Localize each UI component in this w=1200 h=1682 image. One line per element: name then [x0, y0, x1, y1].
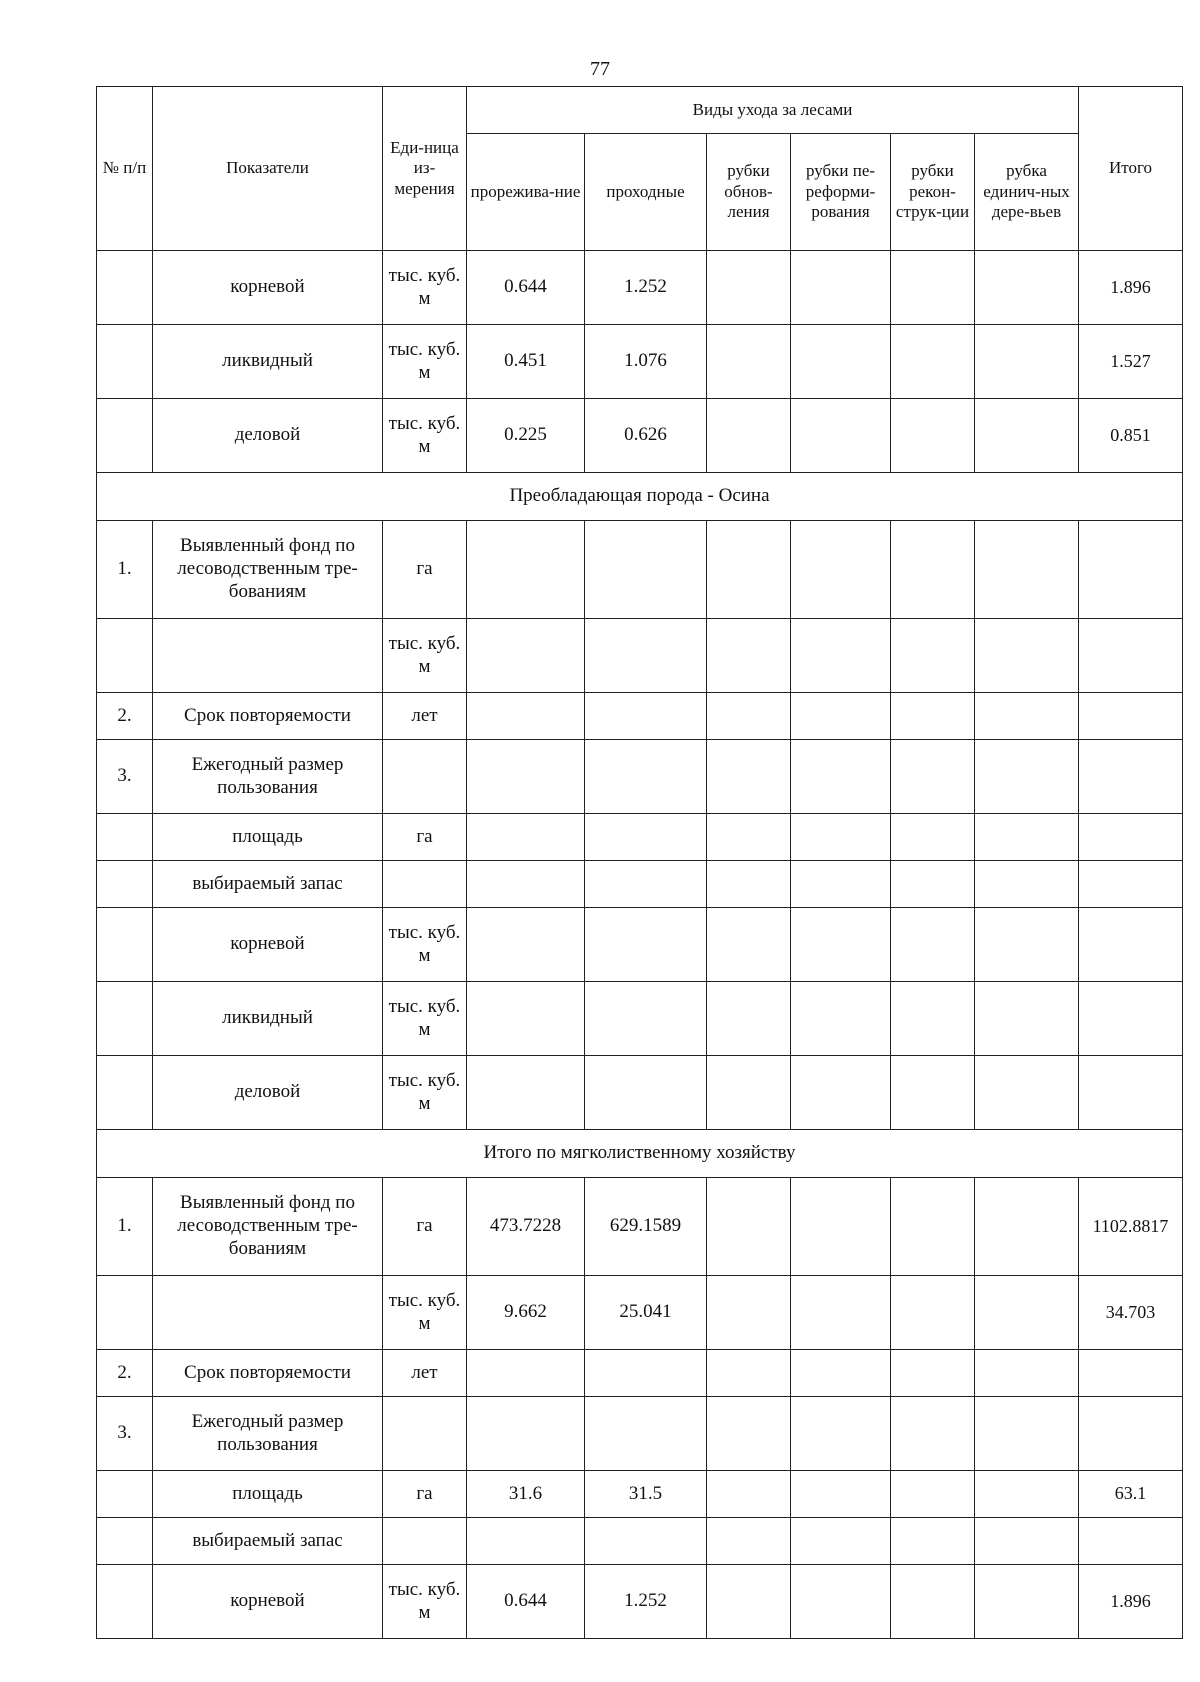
value-cell — [975, 1471, 1079, 1518]
unit-cell: га — [383, 1471, 467, 1518]
value-cell — [975, 1178, 1079, 1276]
table-row — [97, 521, 1183, 619]
header-indicator: Показатели — [153, 87, 383, 251]
table-row — [97, 1397, 1183, 1471]
row-number-cell: 2. — [97, 693, 153, 740]
unit-cell: лет — [383, 693, 467, 740]
unit-cell — [383, 1397, 467, 1471]
indicator-cell: корневой — [153, 908, 383, 982]
total-cell — [1079, 1350, 1183, 1397]
value-cell — [891, 861, 975, 908]
value-cell — [891, 251, 975, 325]
indicator-cell: Ежегодный размер пользования — [153, 740, 383, 814]
indicator-cell: Срок повторяемости — [153, 1350, 383, 1397]
header-reconstruction: рубки рекон-струк-ции — [891, 134, 975, 251]
value-cell — [791, 521, 891, 619]
unit-cell — [383, 1518, 467, 1565]
value-cell — [791, 1518, 891, 1565]
value-cell — [585, 1350, 707, 1397]
table-row — [97, 1178, 1183, 1276]
total-cell — [1079, 740, 1183, 814]
value-cell: 473.7228 — [467, 1178, 585, 1276]
row-number-cell — [97, 1056, 153, 1130]
value-cell — [707, 1471, 791, 1518]
value-cell — [707, 1350, 791, 1397]
indicator-cell: корневой — [153, 1565, 383, 1639]
row-number-cell — [97, 1276, 153, 1350]
header-single-trees: рубка единич-ных дере-вьев — [975, 134, 1079, 251]
row-number-cell: 3. — [97, 740, 153, 814]
row-number-cell — [97, 619, 153, 693]
total-cell — [1079, 814, 1183, 861]
value-cell — [791, 1178, 891, 1276]
table-row — [97, 908, 1183, 982]
value-cell: 1.076 — [585, 325, 707, 399]
value-cell — [975, 1276, 1079, 1350]
table-row — [97, 1518, 1183, 1565]
value-cell: 1.252 — [585, 251, 707, 325]
value-cell — [791, 982, 891, 1056]
page-number: 77 — [590, 58, 610, 80]
table-row — [97, 740, 1183, 814]
value-cell — [585, 1397, 707, 1471]
indicator-cell: деловой — [153, 1056, 383, 1130]
value-cell — [791, 1397, 891, 1471]
total-cell: 1.896 — [1079, 251, 1183, 325]
value-cell — [707, 740, 791, 814]
row-number-cell — [97, 1565, 153, 1639]
value-cell — [891, 619, 975, 693]
unit-cell: тыс. куб. м — [383, 1056, 467, 1130]
value-cell — [707, 1178, 791, 1276]
value-cell: 0.644 — [467, 251, 585, 325]
value-cell — [791, 861, 891, 908]
value-cell: 0.626 — [585, 399, 707, 473]
total-cell: 63.1 — [1079, 1471, 1183, 1518]
value-cell — [707, 814, 791, 861]
value-cell — [891, 1397, 975, 1471]
row-number-cell — [97, 325, 153, 399]
table-body — [97, 251, 1183, 1639]
row-number-cell — [97, 908, 153, 982]
value-cell — [975, 1350, 1079, 1397]
table-row — [97, 814, 1183, 861]
value-cell — [975, 908, 1079, 982]
value-cell — [891, 693, 975, 740]
value-cell — [975, 740, 1079, 814]
indicator-cell: выбираемый запас — [153, 1518, 383, 1565]
total-cell: 34.703 — [1079, 1276, 1183, 1350]
value-cell — [707, 521, 791, 619]
indicator-cell — [153, 1276, 383, 1350]
value-cell — [585, 740, 707, 814]
total-cell — [1079, 1397, 1183, 1471]
header-care-types-group: Виды ухода за лесами — [467, 87, 1079, 134]
indicator-cell: площадь — [153, 1471, 383, 1518]
row-number-cell: 1. — [97, 521, 153, 619]
value-cell — [891, 814, 975, 861]
value-cell — [467, 1056, 585, 1130]
value-cell: 25.041 — [585, 1276, 707, 1350]
value-cell — [707, 619, 791, 693]
value-cell — [891, 1178, 975, 1276]
value-cell — [975, 1518, 1079, 1565]
indicator-cell: Срок повторяемости — [153, 693, 383, 740]
value-cell — [791, 325, 891, 399]
value-cell — [975, 1565, 1079, 1639]
row-number-cell: 1. — [97, 1178, 153, 1276]
value-cell: 31.6 — [467, 1471, 585, 1518]
header-renewal: рубки обнов-ления — [707, 134, 791, 251]
value-cell — [585, 1518, 707, 1565]
value-cell — [791, 1056, 891, 1130]
value-cell — [791, 693, 891, 740]
value-cell — [707, 251, 791, 325]
table-row — [97, 251, 1183, 325]
total-cell: 0.851 — [1079, 399, 1183, 473]
value-cell — [707, 982, 791, 1056]
table-row — [97, 1471, 1183, 1518]
section-title: Итого по мягколиственному хозяйству — [97, 1130, 1183, 1178]
value-cell — [891, 1565, 975, 1639]
indicator-cell: выбираемый запас — [153, 861, 383, 908]
value-cell — [975, 325, 1079, 399]
indicator-cell: площадь — [153, 814, 383, 861]
value-cell — [891, 1276, 975, 1350]
value-cell — [707, 1397, 791, 1471]
section-header-row — [97, 473, 1183, 521]
value-cell — [975, 693, 1079, 740]
indicator-cell: Ежегодный размер пользования — [153, 1397, 383, 1471]
value-cell: 31.5 — [585, 1471, 707, 1518]
value-cell — [585, 521, 707, 619]
unit-cell: тыс. куб. м — [383, 1565, 467, 1639]
unit-cell: тыс. куб. м — [383, 399, 467, 473]
header-passing: проходные — [585, 134, 707, 251]
row-number-cell — [97, 1471, 153, 1518]
value-cell — [891, 325, 975, 399]
total-cell — [1079, 1518, 1183, 1565]
unit-cell: га — [383, 521, 467, 619]
indicator-cell: деловой — [153, 399, 383, 473]
row-number-cell — [97, 1518, 153, 1565]
value-cell — [585, 814, 707, 861]
value-cell — [975, 982, 1079, 1056]
value-cell — [707, 861, 791, 908]
total-cell — [1079, 693, 1183, 740]
value-cell — [467, 982, 585, 1056]
value-cell — [467, 619, 585, 693]
row-number-cell — [97, 251, 153, 325]
value-cell: 0.225 — [467, 399, 585, 473]
value-cell — [891, 908, 975, 982]
total-cell — [1079, 1056, 1183, 1130]
row-number-cell: 3. — [97, 1397, 153, 1471]
value-cell — [975, 1397, 1079, 1471]
value-cell — [891, 1518, 975, 1565]
value-cell — [707, 1518, 791, 1565]
row-number-cell — [97, 982, 153, 1056]
section-title: Преобладающая порода - Осина — [97, 473, 1183, 521]
value-cell — [467, 521, 585, 619]
value-cell — [585, 908, 707, 982]
total-cell: 1.527 — [1079, 325, 1183, 399]
value-cell — [467, 814, 585, 861]
table-row — [97, 399, 1183, 473]
value-cell: 9.662 — [467, 1276, 585, 1350]
value-cell — [975, 1056, 1079, 1130]
value-cell — [791, 740, 891, 814]
value-cell — [467, 908, 585, 982]
total-cell — [1079, 982, 1183, 1056]
value-cell: 0.451 — [467, 325, 585, 399]
value-cell — [585, 861, 707, 908]
indicator-cell: ликвидный — [153, 325, 383, 399]
table-row — [97, 861, 1183, 908]
header-thinning: прорежива-ние — [467, 134, 585, 251]
row-number-cell — [97, 814, 153, 861]
header-total: Итого — [1079, 87, 1183, 251]
value-cell — [467, 1518, 585, 1565]
value-cell — [791, 251, 891, 325]
value-cell — [975, 251, 1079, 325]
table-row — [97, 1056, 1183, 1130]
value-cell — [891, 1350, 975, 1397]
value-cell — [707, 1056, 791, 1130]
total-cell — [1079, 908, 1183, 982]
header-reformation: рубки пе-реформи-рования — [791, 134, 891, 251]
value-cell — [791, 399, 891, 473]
value-cell — [891, 1471, 975, 1518]
unit-cell: га — [383, 814, 467, 861]
value-cell — [975, 521, 1079, 619]
value-cell — [467, 1397, 585, 1471]
value-cell — [791, 619, 891, 693]
value-cell — [467, 693, 585, 740]
value-cell — [585, 1056, 707, 1130]
row-number-cell — [97, 399, 153, 473]
indicator-cell: корневой — [153, 251, 383, 325]
value-cell — [975, 619, 1079, 693]
forest-care-table — [96, 86, 1183, 1639]
value-cell — [585, 693, 707, 740]
section-header-row — [97, 1130, 1183, 1178]
unit-cell — [383, 740, 467, 814]
value-cell — [791, 908, 891, 982]
total-cell: 1.896 — [1079, 1565, 1183, 1639]
value-cell — [891, 521, 975, 619]
indicator-cell: Выявленный фонд по лесоводственным тре-бованиям — [153, 521, 383, 619]
value-cell — [975, 861, 1079, 908]
table-row — [97, 325, 1183, 399]
value-cell — [707, 1565, 791, 1639]
unit-cell: тыс. куб. м — [383, 908, 467, 982]
table-row — [97, 693, 1183, 740]
value-cell — [891, 399, 975, 473]
unit-cell: тыс. куб. м — [383, 982, 467, 1056]
header-number: № п/п — [97, 87, 153, 251]
indicator-cell — [153, 619, 383, 693]
value-cell — [891, 740, 975, 814]
value-cell — [791, 1350, 891, 1397]
unit-cell: тыс. куб. м — [383, 325, 467, 399]
value-cell — [467, 740, 585, 814]
value-cell — [891, 1056, 975, 1130]
value-cell — [585, 982, 707, 1056]
table-row — [97, 1350, 1183, 1397]
table-row — [97, 619, 1183, 693]
table-row — [97, 1276, 1183, 1350]
value-cell: 1.252 — [585, 1565, 707, 1639]
unit-cell: лет — [383, 1350, 467, 1397]
value-cell — [467, 861, 585, 908]
value-cell — [467, 1350, 585, 1397]
total-cell — [1079, 861, 1183, 908]
value-cell — [791, 1565, 891, 1639]
value-cell — [975, 814, 1079, 861]
row-number-cell: 2. — [97, 1350, 153, 1397]
unit-cell: тыс. куб. м — [383, 1276, 467, 1350]
unit-cell: тыс. куб. м — [383, 619, 467, 693]
value-cell — [791, 1471, 891, 1518]
total-cell — [1079, 521, 1183, 619]
value-cell — [707, 399, 791, 473]
value-cell: 629.1589 — [585, 1178, 707, 1276]
value-cell — [975, 399, 1079, 473]
value-cell — [707, 908, 791, 982]
unit-cell: га — [383, 1178, 467, 1276]
indicator-cell: Выявленный фонд по лесоводственным тре-бованиям — [153, 1178, 383, 1276]
value-cell: 0.644 — [467, 1565, 585, 1639]
table-row — [97, 982, 1183, 1056]
value-cell — [707, 325, 791, 399]
value-cell — [791, 814, 891, 861]
value-cell — [891, 982, 975, 1056]
total-cell: 1102.8817 — [1079, 1178, 1183, 1276]
value-cell — [707, 693, 791, 740]
unit-cell — [383, 861, 467, 908]
header-unit: Еди-ница из-мерения — [383, 87, 467, 251]
unit-cell: тыс. куб. м — [383, 251, 467, 325]
value-cell — [585, 619, 707, 693]
total-cell — [1079, 619, 1183, 693]
indicator-cell: ликвидный — [153, 982, 383, 1056]
table-row — [97, 1565, 1183, 1639]
value-cell — [707, 1276, 791, 1350]
row-number-cell — [97, 861, 153, 908]
value-cell — [791, 1276, 891, 1350]
